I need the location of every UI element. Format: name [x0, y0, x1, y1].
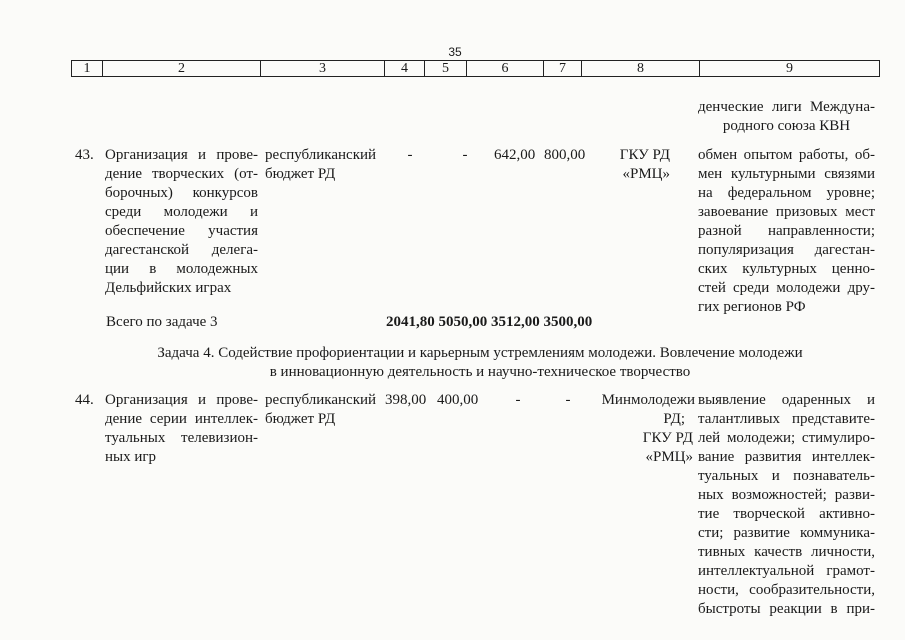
header-col-7: 7: [543, 61, 581, 76]
header-col-6: 6: [466, 61, 543, 76]
header-col-3: 3: [260, 61, 384, 76]
row-43-result: обмен опытом работы, об- мен культурными связями на федеральном уровне; завоевание призовых мест разной направленности; популяризация дагестан- ских культурных ценно- стей среди молодежи дру- гих регионов РФ: [698, 147, 875, 315]
total-task3-values: 2041,80 5050,00 3512,00 3500,00: [386, 314, 593, 330]
row-44-col4: 398,00: [385, 392, 427, 408]
row-44-result: выявление одаренных и талантливых представите- лей молодежи; стимулиро- вание развития интеллек- туальных и познаватель- ных возможностей; разви- тие творческой активно- сти; развитие коммуника- тивных качеств личности, интеллектуальной грамот- ности, сообразительности, быстроты реакции в при-: [698, 392, 875, 617]
table-header-row: [71, 60, 880, 77]
row-44-event: Организация и прове- дение серии интеллек- туальных телевизион- ных игр: [105, 392, 258, 465]
row-43-col7: 800,00: [544, 147, 586, 163]
header-col-9: 9: [699, 61, 879, 76]
task4-heading: Задача 4. Содействие профориентации и карьерным устремлениям молодежи. Вовлечение молодежи в инновационную деятельность и научно-техническое творчество: [157, 345, 803, 380]
row-44-col6: -: [515, 392, 521, 408]
row-43-executor: ГКУ РД «РМЦ»: [619, 147, 670, 182]
header-col-1: 1: [83, 61, 91, 76]
header-col-2: 2: [102, 61, 260, 76]
header-col-8: 8: [581, 61, 699, 76]
row-44-executor: Минмолодежи РД; ГКУ РД «РМЦ»: [601, 392, 695, 465]
row-43-col4: -: [407, 147, 413, 163]
header-col-5: 5: [424, 61, 466, 76]
row-43-col6: 642,00: [494, 147, 536, 163]
row-43-source: республиканский бюджет РД: [265, 147, 377, 182]
header-col-4: 4: [384, 61, 424, 76]
total-task3-label: Всего по задаче 3: [106, 314, 218, 330]
row-43-number: 43.: [75, 147, 94, 163]
row-44-source: республиканский бюджет РД: [265, 392, 377, 427]
continuation-text: денческие лиги Междуна- родного союза КВН: [698, 99, 875, 134]
row-44-col7: -: [565, 392, 571, 408]
row-44-number: 44.: [75, 392, 94, 408]
row-44-col5: 400,00: [437, 392, 479, 408]
row-43-event: Организация и прове- дение творческих (от- борочных) конкурсов среди молодежи и обеспечение участия дагестанской делега- ции в молодежных Дельфийских играх: [105, 147, 258, 296]
row-43-col5: -: [462, 147, 468, 163]
page-number: 35: [448, 45, 462, 59]
